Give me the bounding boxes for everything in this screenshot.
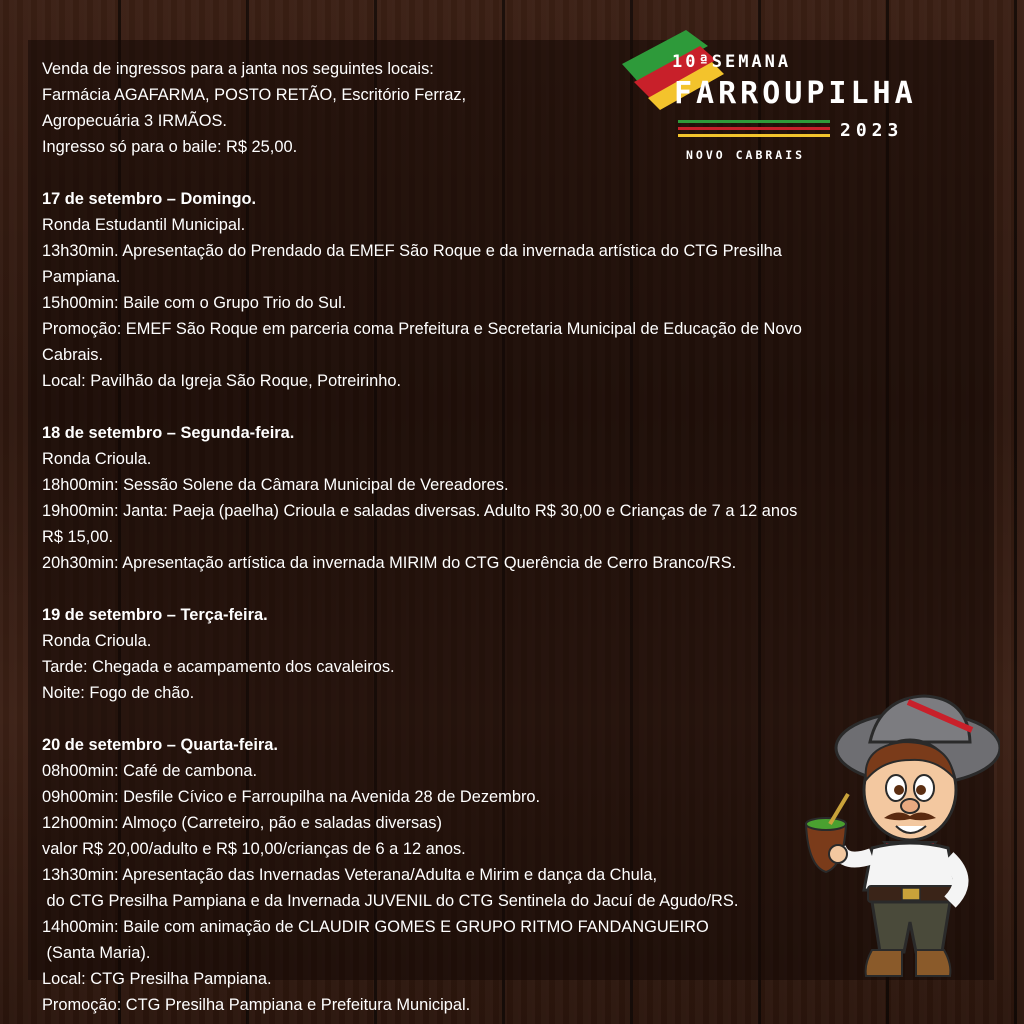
logo-town: NOVO CABRAIS <box>686 148 806 162</box>
schedule-line: Promoção: EMEF São Roque em parceria coma Prefeitura e Secretaria Municipal de Educação de Novo <box>42 320 802 338</box>
intro-line: Venda de ingressos para a janta nos seguintes locais: <box>42 60 434 78</box>
intro-line: Farmácia AGAFARMA, POSTO RETÃO, Escritório Ferraz, <box>42 86 467 104</box>
schedule-line: 13h30min. Apresentação do Prendado da EMEF São Roque e da invernada artística do CTG Presilha <box>42 242 782 260</box>
schedule-line: Noite: Fogo de chão. <box>42 684 195 702</box>
schedule-line: Promoção: CTG Presilha Pampiana e Prefeitura Municipal. <box>42 996 471 1014</box>
schedule-line: Local: CTG Presilha Pampiana. <box>42 970 272 988</box>
intro-line: Ingresso só para o baile: R$ 25,00. <box>42 138 298 156</box>
day-heading: 20 de setembro – Quarta-feira. <box>42 736 278 754</box>
schedule-line: Cabrais. <box>42 346 104 364</box>
logo-title: FARROUPILHA <box>674 76 917 111</box>
logo-edition-line: 10ªSEMANA <box>672 52 792 72</box>
schedule-line: Ronda Crioula. <box>42 450 152 468</box>
schedule-line: 19h00min: Janta: Paeja (paelha) Crioula e saladas diversas. Adulto R$ 30,00 e Crianças de 7 a 12 anos <box>42 502 798 520</box>
day-heading: 17 de setembro – Domingo. <box>42 190 257 208</box>
schedule-line: 20h30min: Apresentação artística da invernada MIRIM do CTG Querência de Cerro Branco/RS. <box>42 554 737 572</box>
schedule-line: Tarde: Chegada e acampamento dos cavaleiros. <box>42 658 395 676</box>
schedule-line: Ronda Crioula. <box>42 632 152 650</box>
schedule-line: 09h00min: Desfile Cívico e Farroupilha na Avenida 28 de Dezembro. <box>42 788 541 806</box>
schedule-line: do CTG Presilha Pampiana e da Invernada JUVENIL do CTG Sentinela do Jacuí de Agudo/RS. <box>42 892 739 910</box>
schedule-line: 15h00min: Baile com o Grupo Trio do Sul. <box>42 294 347 312</box>
schedule-line: 14h00min: Baile com animação de CLAUDIR GOMES E GRUPO RITMO FANDANGUEIRO <box>42 918 709 936</box>
schedule-line: R$ 15,00. <box>42 528 114 546</box>
schedule-line: 12h00min: Almoço (Carreteiro, pão e saladas diversas) <box>42 814 442 832</box>
intro-line: Agropecuária 3 IRMÃOS. <box>42 112 227 130</box>
schedule-line: Local: Pavilhão da Igreja São Roque, Potreirinho. <box>42 372 402 390</box>
gaucho-mascot-icon <box>800 690 1000 990</box>
schedule-line: 08h00min: Café de cambona. <box>42 762 258 780</box>
day-heading: 18 de setembro – Segunda-feira. <box>42 424 295 442</box>
schedule-line: Pampiana. <box>42 268 121 286</box>
logo-year: 2023 <box>840 120 904 141</box>
schedule-line: 18h00min: Sessão Solene da Câmara Municipal de Vereadores. <box>42 476 509 494</box>
schedule-line: 13h30min: Apresentação das Invernadas Veterana/Adulta e Mirim e dança da Chula, <box>42 866 658 884</box>
day-heading: 19 de setembro – Terça-feira. <box>42 606 268 624</box>
schedule-line: Ronda Estudantil Municipal. <box>42 216 246 234</box>
schedule-line: (Santa Maria). <box>42 944 151 962</box>
schedule-line: valor R$ 20,00/adulto e R$ 10,00/crianças de 6 a 12 anos. <box>42 840 466 858</box>
